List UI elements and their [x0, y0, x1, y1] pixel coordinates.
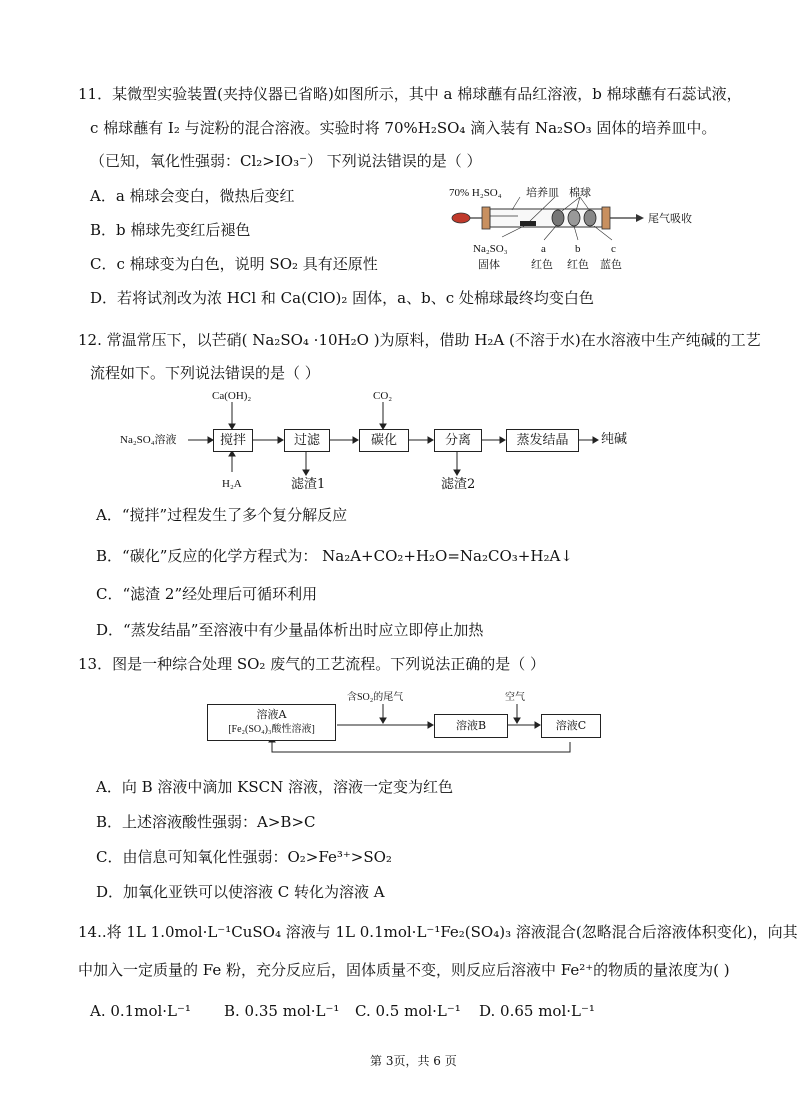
label-b: b — [575, 243, 581, 255]
flow-product: 纯碱 — [601, 432, 628, 447]
label-dish: 培养皿 — [526, 187, 559, 199]
q11-option-a: A．a 棉球会变白，微热后变红 — [90, 187, 295, 205]
q14-option-a: A. 0.1mol·L⁻¹ — [90, 1002, 191, 1020]
flow-box-stir: 搅拌 — [213, 429, 253, 452]
solution-a-desc: [Fe₂(SO₄)₃酸性溶液] — [228, 724, 315, 735]
q14-option-c: C. 0.5 mol·L⁻¹ — [355, 1002, 461, 1020]
flow-box-solution-c: 溶液C — [541, 714, 601, 738]
flow-start: Na₂SO₄溶液 — [120, 434, 177, 446]
flow-box-carbonize: 碳化 — [359, 429, 409, 452]
label-blue: 蓝色 — [600, 259, 622, 271]
flow-tail-gas: 含SO₂的尾气 — [347, 692, 404, 703]
q13-option-c: C．由信息可知氧化性强弱：O₂>Fe³⁺>SO₂ — [96, 848, 392, 866]
label-cotton: 棉球 — [569, 187, 591, 199]
label-acid: 70% H₂SO₄ — [449, 187, 502, 199]
label-tail-gas: 尾气吸收 — [648, 213, 692, 225]
label-solid: 固体 — [478, 259, 500, 271]
flow-caoh2: Ca(OH)₂ — [212, 390, 252, 402]
q12-line1: 12. 常温常压下，以芒硝( Na₂SO₄ ·10H₂O )为原料，借助 H₂A (不溶于水)在水溶液中生产纯碱的工艺 — [78, 331, 761, 349]
flow-box-filter: 过滤 — [284, 429, 330, 452]
label-na2so3: Na₂SO₃ — [473, 243, 508, 255]
q14-line2: 中加入一定质量的 Fe 粉，充分反应后，固体质量不变，则反应后溶液中 Fe²⁺的物质的量浓度为( ) — [78, 961, 730, 979]
label-a: a — [541, 243, 546, 255]
label-red-2: 红色 — [567, 259, 589, 271]
flow-air: 空气 — [505, 692, 525, 703]
flow-box-evaporate: 蒸发结晶 — [506, 429, 579, 452]
flow-box-solution-b: 溶液B — [434, 714, 508, 738]
flow-box-separate: 分离 — [434, 429, 482, 452]
q12-option-b: B．“碳化”反应的化学方程式为： Na₂A+CO₂+H₂O=Na₂CO₃+H₂A↓ — [96, 547, 573, 565]
q12-line2: 流程如下。下列说法错误的是（ ） — [90, 364, 320, 382]
q13-line1: 13．图是一种综合处理 SO₂ 废气的工艺流程。下列说法正确的是（ ） — [78, 655, 545, 673]
page-footer: 第 3页，共 6 页 — [370, 1054, 457, 1068]
flow-residue-1: 滤渣1 — [291, 477, 326, 492]
q11-option-c: C．c 棉球变为白色，说明 SO₂ 具有还原性 — [90, 255, 378, 273]
label-c: c — [611, 243, 616, 255]
q11-option-b: B．b 棉球先变红后褪色 — [90, 221, 251, 239]
flow-h2a: H₂A — [222, 478, 242, 490]
q14-option-b: B. 0.35 mol·L⁻¹ — [224, 1002, 340, 1020]
q11-line1: 11．某微型实验装置(夹持仪器已省略)如图所示，其中 a 棉球蘸有品红溶液，b 棉球蘸有石蕊试液， — [78, 85, 742, 103]
q14-option-d: D. 0.65 mol·L⁻¹ — [479, 1002, 595, 1020]
q13-option-a: A．向 B 溶液中滴加 KSCN 溶液，溶液一定变为红色 — [96, 778, 454, 796]
q13-option-b: B．上述溶液酸性强弱：A>B>C — [96, 813, 316, 831]
label-red-1: 红色 — [531, 259, 553, 271]
q12-option-d: D．“蒸发结晶”至溶液中有少量晶体析出时应立即停止加热 — [96, 621, 484, 639]
q11-line3: （已知，氧化性强弱：Cl₂>IO₃⁻） 下列说法错误的是（ ） — [90, 152, 482, 170]
q12-option-a: A．“搅拌”过程发生了多个复分解反应 — [96, 506, 348, 524]
q13-option-d: D．加氧化亚铁可以使溶液 C 转化为溶液 A — [96, 883, 385, 901]
flow-box-solution-a — [207, 704, 336, 741]
q11-line2: c 棉球蘸有 I₂ 与淀粉的混合溶液。实验时将 70%H₂SO₄ 滴入装有 Na₂SO₃ 固体的培养皿中。 — [90, 119, 717, 137]
flow-co2: CO₂ — [373, 390, 393, 402]
q14-line1: 14..将 1L 1.0mol·L⁻¹CuSO₄ 溶液与 1L 0.1mol·L⁻¹Fe₂(SO₄)₃ 溶液混合(忽略混合后溶液体积变化)，向其 — [78, 923, 798, 941]
solution-a-label: 溶液A — [256, 708, 287, 721]
flow-residue-2: 滤渣2 — [441, 477, 476, 492]
q12-option-c: C．“滤渣 2”经处理后可循环利用 — [96, 585, 318, 603]
q11-option-d: D．若将试剂改为浓 HCl 和 Ca(ClO)₂ 固体，a、b、c 处棉球最终均变白色 — [90, 289, 594, 307]
